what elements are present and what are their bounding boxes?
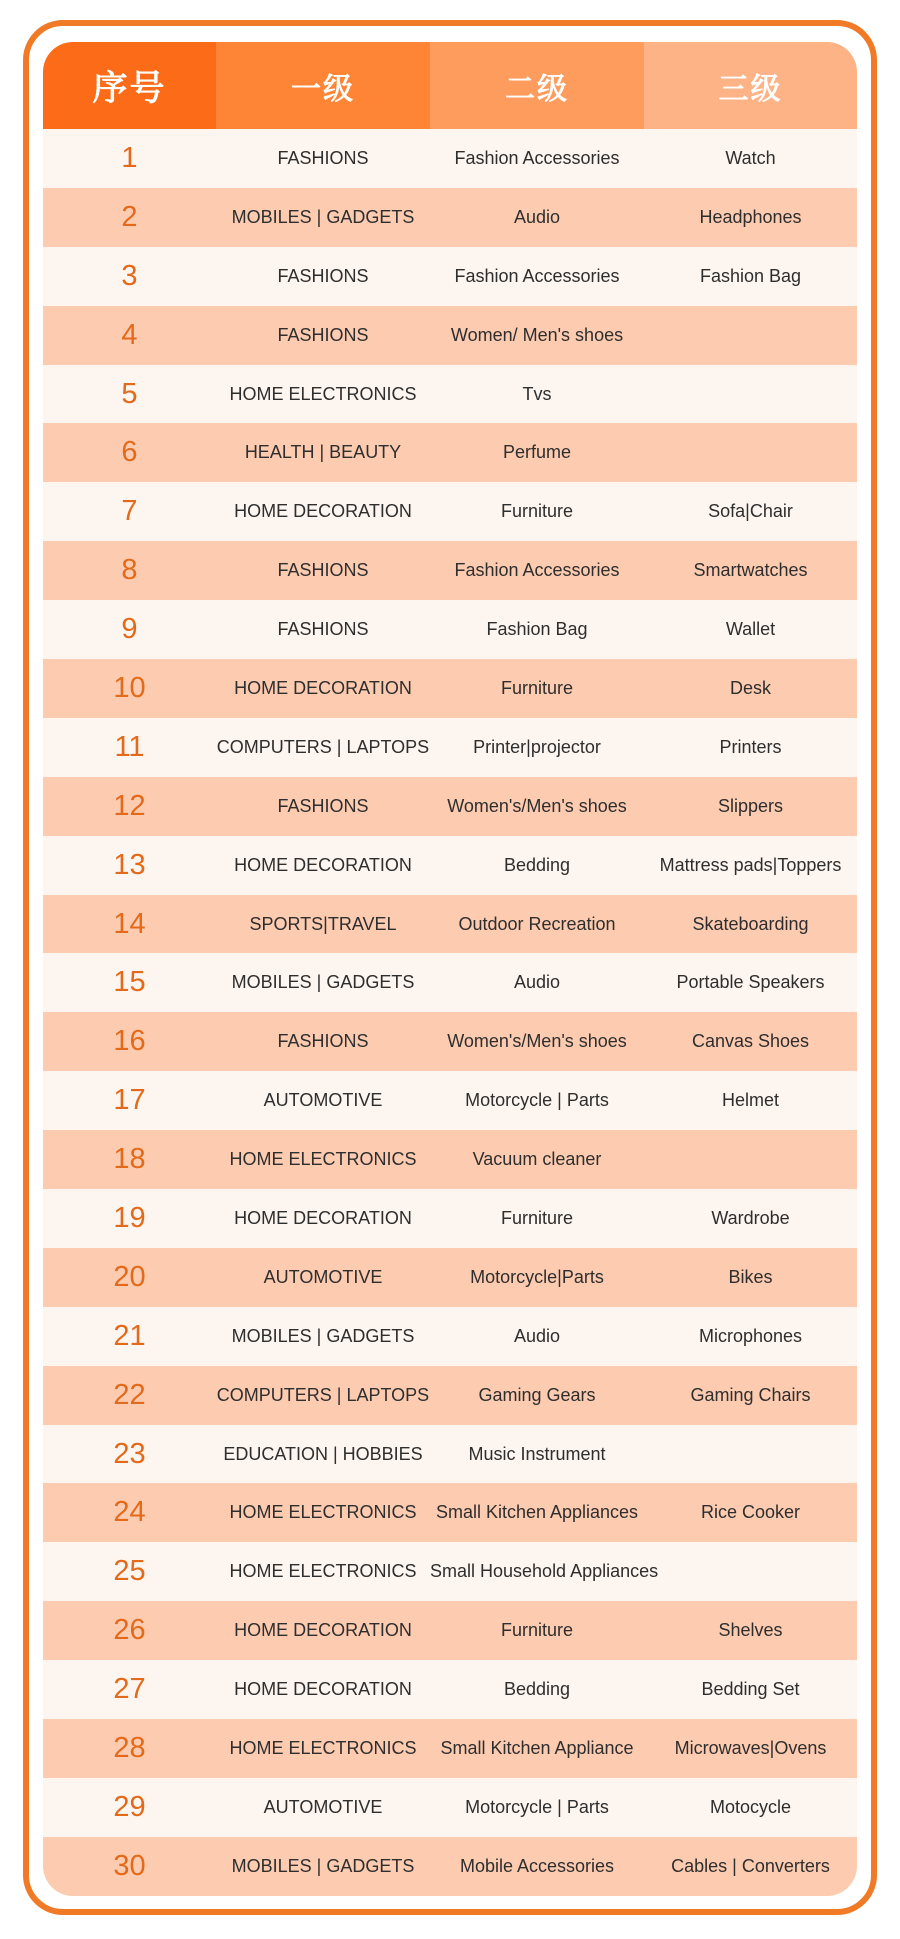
row-level-2: Audio [513,972,561,993]
row-index: 23 [113,1437,146,1470]
row-level-3: Canvas Shoes [691,1031,810,1052]
row-level-1: HOME DECORATION [234,854,412,875]
table-row [43,1837,857,1896]
row-level-2: Audio [513,206,561,227]
row-level-3: Rice Cooker [700,1502,801,1523]
table-row [43,541,857,600]
row-level-3: Microphones [698,1325,803,1346]
row-level-2: Fashion Accessories [454,147,620,168]
table-row [43,423,857,482]
row-index: 5 [121,377,138,410]
row-index: 30 [113,1849,146,1882]
row-level-1: MOBILES | GADGETS [231,972,415,993]
row-index: 20 [113,1260,146,1293]
row-level-1: AUTOMOTIVE [263,1090,383,1111]
row-index: 19 [113,1201,146,1234]
row-index: 28 [113,1731,146,1764]
row-level-3: Portable Speakers [676,972,825,993]
row-level-3: Slippers [717,795,784,816]
row-level-1: HOME ELECTRONICS [229,383,417,404]
row-level-2: Music Instrument [468,1443,606,1464]
row-level-3: Shelves [718,1620,783,1641]
row-level-3: Mattress pads|Toppers [659,854,842,875]
row-level-1: AUTOMOTIVE [263,1796,383,1817]
row-index: 25 [113,1555,146,1588]
row-index: 26 [113,1614,146,1647]
row-level-3: Wallet [725,619,776,640]
row-level-2: Women/ Men's shoes [450,324,624,345]
row-level-3: Smartwatches [693,560,808,581]
row-level-3: Wardrobe [711,1207,790,1228]
row-level-3: Skateboarding [692,913,809,934]
row-level-3: Cables | Converters [671,1855,830,1876]
table-row [43,129,857,188]
row-level-1: HOME DECORATION [234,501,412,522]
row-level-1: HOME ELECTRONICS [229,1561,417,1582]
row-level-3: Fashion Bag [699,265,802,286]
row-index: 4 [121,318,138,351]
row-level-1: FASHIONS [277,324,369,345]
table-row [43,1248,857,1307]
row-level-2: Motorcycle | Parts [465,1090,609,1111]
row-index: 1 [121,141,138,174]
row-index: 10 [113,671,146,704]
row-index: 15 [113,966,146,999]
table-row [43,247,857,306]
row-index: 12 [113,789,146,822]
row-level-2: Fashion Accessories [454,265,620,286]
row-level-1: COMPUTERS | LAPTOPS [216,736,430,757]
header-level-2: 二级 [430,42,644,129]
table-row [43,1483,857,1542]
row-level-3: Watch [725,147,776,168]
row-level-2: Women's/Men's shoes [447,1031,627,1052]
row-index: 24 [113,1496,146,1529]
row-level-2: Vacuum cleaner [472,1149,602,1170]
row-level-1: FASHIONS [277,619,369,640]
header-level-1: 一级 [216,42,430,129]
table-row [43,365,857,424]
row-level-3: Gaming Chairs [690,1384,811,1405]
row-level-1: HOME DECORATION [234,1620,412,1641]
row-level-3: Helmet [721,1090,779,1111]
table-body [43,129,857,1896]
row-index: 11 [114,730,145,763]
row-level-2: Furniture [500,501,574,522]
row-level-2: Motorcycle | Parts [465,1796,609,1817]
table-row [43,1425,857,1484]
row-index: 7 [121,495,138,528]
table-row [43,836,857,895]
row-level-1: MOBILES | GADGETS [231,206,415,227]
row-index: 29 [113,1790,146,1823]
row-level-3: Sofa|Chair [708,501,793,522]
table-row [43,895,857,954]
category-table [43,42,857,1896]
row-index: 27 [113,1673,146,1706]
table-row [43,659,857,718]
row-level-2: Furniture [500,1620,574,1641]
row-level-2: Small Household Appliances [430,1561,659,1582]
row-level-3: Bedding Set [701,1679,800,1700]
row-index: 17 [113,1084,146,1117]
row-level-1: HOME ELECTRONICS [229,1737,417,1758]
row-level-2: Audio [513,1325,561,1346]
row-level-2: Tvs [522,383,552,404]
row-level-2: Motorcycle|Parts [470,1266,604,1287]
row-level-2: Women's/Men's shoes [447,795,627,816]
row-index: 6 [121,436,138,469]
row-index: 2 [121,200,138,233]
table-row [43,1778,857,1837]
row-index: 3 [121,259,138,292]
row-level-1: MOBILES | GADGETS [231,1325,415,1346]
row-level-1: FASHIONS [277,265,369,286]
row-level-1: HOME ELECTRONICS [229,1502,417,1523]
row-level-2: Small Kitchen Appliance [440,1737,634,1758]
table-row [43,777,857,836]
row-index: 8 [121,554,138,587]
row-level-2: Mobile Accessories [459,1855,615,1876]
table-row [43,1307,857,1366]
row-level-2: Outdoor Recreation [458,913,616,934]
row-level-1: SPORTS|TRAVEL [249,913,397,934]
table-row [43,188,857,247]
row-level-2: Fashion Accessories [454,560,620,581]
table-row [43,1719,857,1778]
row-level-1: FASHIONS [277,560,369,581]
table-header [43,42,857,129]
table-row [43,1130,857,1189]
row-level-2: Bedding [503,854,571,875]
row-level-3: Microwaves|Ovens [674,1737,827,1758]
row-level-2: Furniture [500,677,574,698]
row-level-2: Bedding [503,1679,571,1700]
row-level-3: Headphones [699,206,802,227]
row-level-3: Bikes [728,1266,773,1287]
row-level-1: AUTOMOTIVE [263,1266,383,1287]
row-level-2: Perfume [502,442,572,463]
row-index: 22 [113,1378,146,1411]
row-level-3: Motocycle [709,1796,792,1817]
row-index: 21 [113,1319,146,1352]
row-level-2: Furniture [500,1207,574,1228]
table-row [43,953,857,1012]
table-row [43,1189,857,1248]
header-level-3: 三级 [644,42,857,129]
row-level-2: Printer|projector [473,736,601,757]
row-index: 16 [113,1025,146,1058]
row-level-3: Printers [719,736,782,757]
row-level-1: HOME ELECTRONICS [229,1149,417,1170]
row-index: 18 [113,1143,146,1176]
row-level-1: EDUCATION | HOBBIES [223,1443,423,1464]
table-row [43,482,857,541]
row-index: 13 [113,848,146,881]
row-level-1: HOME DECORATION [234,1679,412,1700]
row-level-1: FASHIONS [277,147,369,168]
table-row [43,1071,857,1130]
table-row [43,1601,857,1660]
row-level-2: Gaming Gears [478,1384,596,1405]
row-level-2: Fashion Bag [486,619,588,640]
table-row [43,600,857,659]
table-row [43,1366,857,1425]
table-row [43,1012,857,1071]
row-index: 14 [113,907,146,940]
row-index: 9 [121,613,138,646]
row-level-1: COMPUTERS | LAPTOPS [216,1384,430,1405]
row-level-1: FASHIONS [277,795,369,816]
row-level-1: HOME DECORATION [234,1207,412,1228]
row-level-1: FASHIONS [277,1031,369,1052]
table-row [43,1542,857,1601]
row-level-2: Small Kitchen Appliances [435,1502,639,1523]
row-level-1: HOME DECORATION [234,677,412,698]
row-level-1: MOBILES | GADGETS [231,1855,415,1876]
row-level-3: Desk [729,677,771,698]
header-index: 序号 [43,42,216,129]
table-row [43,718,857,777]
table-row [43,1660,857,1719]
table-row [43,306,857,365]
row-level-1: HEALTH | BEAUTY [244,442,402,463]
